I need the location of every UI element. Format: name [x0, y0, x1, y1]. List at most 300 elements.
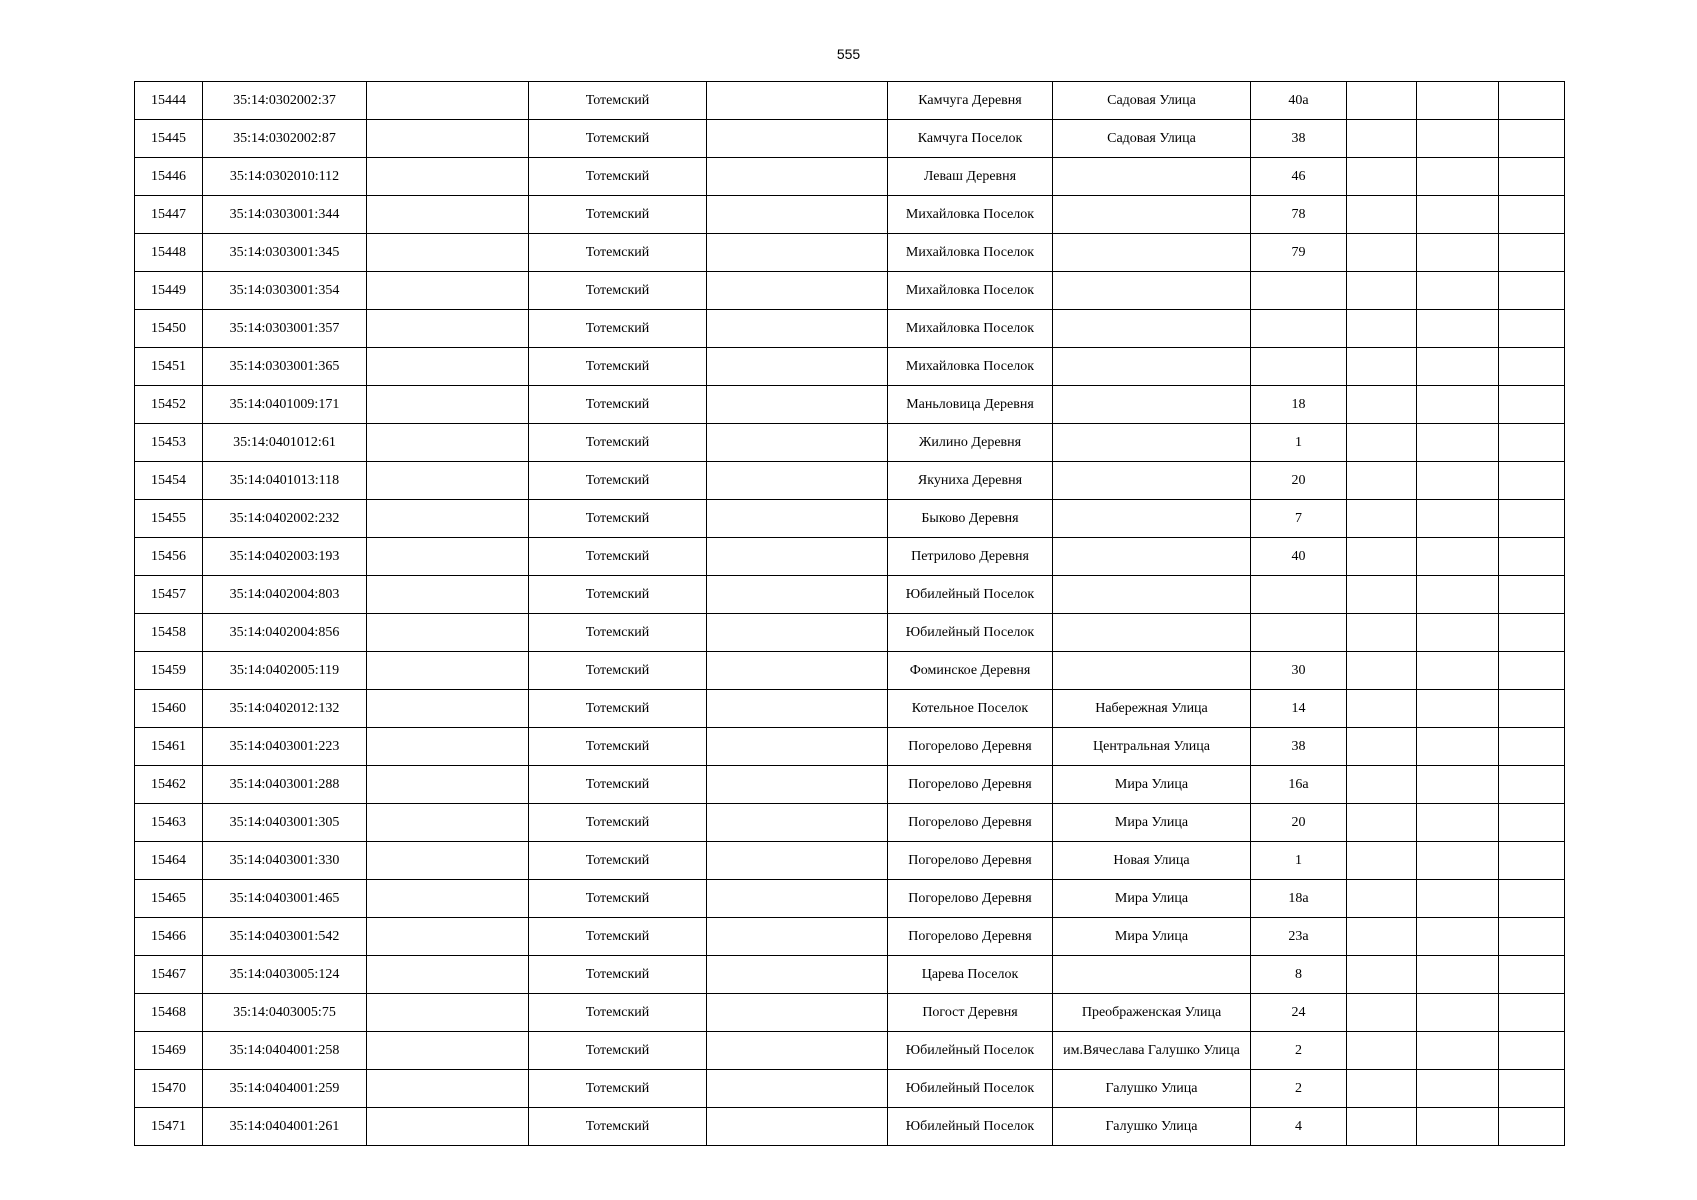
record-number-cell: 15462: [135, 766, 203, 804]
record-number-cell: 15469: [135, 1032, 203, 1070]
district-cell: Тотемский: [529, 462, 707, 500]
blank-cell-c: [1347, 424, 1417, 462]
blank-cell-c: [1347, 766, 1417, 804]
settlement-cell: Михайловка Поселок: [888, 234, 1053, 272]
settlement-cell: Юбилейный Поселок: [888, 1070, 1053, 1108]
blank-cell-d: [1417, 196, 1499, 234]
blank-cell-b: [707, 766, 888, 804]
street-cell: [1053, 614, 1251, 652]
house-number-cell: 4: [1251, 1108, 1347, 1146]
table-row: [135, 956, 1565, 994]
blank-cell-a: [367, 690, 529, 728]
cadastral-number-cell: 35:14:0403001:542: [203, 918, 367, 956]
record-number-cell: 15444: [135, 82, 203, 120]
blank-cell-e: [1499, 652, 1565, 690]
cadastral-number-cell: 35:14:0302010:112: [203, 158, 367, 196]
blank-cell-a: [367, 500, 529, 538]
record-number-cell: 15456: [135, 538, 203, 576]
blank-cell-c: [1347, 804, 1417, 842]
record-number-cell: 15449: [135, 272, 203, 310]
settlement-cell: Погорелово Деревня: [888, 918, 1053, 956]
district-cell: Тотемский: [529, 500, 707, 538]
table-row: [135, 918, 1565, 956]
cadastral-number-cell: 35:14:0402012:132: [203, 690, 367, 728]
settlement-cell: Камчуга Деревня: [888, 82, 1053, 120]
district-cell: Тотемский: [529, 956, 707, 994]
settlement-cell: Погорелово Деревня: [888, 880, 1053, 918]
blank-cell-b: [707, 500, 888, 538]
blank-cell-c: [1347, 1032, 1417, 1070]
blank-cell-e: [1499, 842, 1565, 880]
street-cell: [1053, 272, 1251, 310]
district-cell: Тотемский: [529, 690, 707, 728]
blank-cell-d: [1417, 424, 1499, 462]
table-row: [135, 234, 1565, 272]
table-row: [135, 538, 1565, 576]
district-cell: Тотемский: [529, 196, 707, 234]
district-cell: Тотемский: [529, 348, 707, 386]
blank-cell-c: [1347, 652, 1417, 690]
table-row: [135, 690, 1565, 728]
table-row: [135, 1108, 1565, 1146]
house-number-cell: 1: [1251, 842, 1347, 880]
district-cell: Тотемский: [529, 880, 707, 918]
blank-cell-e: [1499, 196, 1565, 234]
blank-cell-a: [367, 956, 529, 994]
record-number-cell: 15452: [135, 386, 203, 424]
blank-cell-e: [1499, 500, 1565, 538]
settlement-cell: Быково Деревня: [888, 500, 1053, 538]
blank-cell-b: [707, 1070, 888, 1108]
blank-cell-b: [707, 576, 888, 614]
house-number-cell: 30: [1251, 652, 1347, 690]
cadastral-number-cell: 35:14:0402004:803: [203, 576, 367, 614]
blank-cell-a: [367, 804, 529, 842]
blank-cell-c: [1347, 234, 1417, 272]
district-cell: Тотемский: [529, 576, 707, 614]
blank-cell-d: [1417, 1108, 1499, 1146]
blank-cell-c: [1347, 576, 1417, 614]
blank-cell-c: [1347, 956, 1417, 994]
blank-cell-d: [1417, 842, 1499, 880]
record-number-cell: 15457: [135, 576, 203, 614]
street-cell: [1053, 234, 1251, 272]
settlement-cell: Погорелово Деревня: [888, 804, 1053, 842]
house-number-cell: [1251, 272, 1347, 310]
table-row: [135, 82, 1565, 120]
blank-cell-d: [1417, 804, 1499, 842]
record-number-cell: 15466: [135, 918, 203, 956]
district-cell: Тотемский: [529, 424, 707, 462]
settlement-cell: Жилино Деревня: [888, 424, 1053, 462]
blank-cell-d: [1417, 82, 1499, 120]
settlement-cell: Погорелово Деревня: [888, 728, 1053, 766]
cadastral-number-cell: 35:14:0402002:232: [203, 500, 367, 538]
blank-cell-e: [1499, 424, 1565, 462]
district-cell: Тотемский: [529, 386, 707, 424]
house-number-cell: 14: [1251, 690, 1347, 728]
table-row: [135, 576, 1565, 614]
blank-cell-b: [707, 1032, 888, 1070]
blank-cell-d: [1417, 614, 1499, 652]
settlement-cell: Погорелово Деревня: [888, 766, 1053, 804]
house-number-cell: 78: [1251, 196, 1347, 234]
blank-cell-e: [1499, 348, 1565, 386]
house-number-cell: 7: [1251, 500, 1347, 538]
district-cell: Тотемский: [529, 120, 707, 158]
street-cell: [1053, 500, 1251, 538]
table-row: [135, 272, 1565, 310]
table-row: [135, 500, 1565, 538]
blank-cell-d: [1417, 158, 1499, 196]
blank-cell-d: [1417, 500, 1499, 538]
record-number-cell: 15465: [135, 880, 203, 918]
settlement-cell: Михайловка Поселок: [888, 348, 1053, 386]
blank-cell-e: [1499, 386, 1565, 424]
blank-cell-a: [367, 918, 529, 956]
blank-cell-d: [1417, 956, 1499, 994]
settlement-cell: Маньловица Деревня: [888, 386, 1053, 424]
blank-cell-c: [1347, 500, 1417, 538]
blank-cell-b: [707, 994, 888, 1032]
blank-cell-a: [367, 994, 529, 1032]
street-cell: [1053, 348, 1251, 386]
record-number-cell: 15450: [135, 310, 203, 348]
settlement-cell: Леваш Деревня: [888, 158, 1053, 196]
blank-cell-a: [367, 120, 529, 158]
blank-cell-d: [1417, 880, 1499, 918]
blank-cell-b: [707, 82, 888, 120]
record-number-cell: 15464: [135, 842, 203, 880]
blank-cell-b: [707, 880, 888, 918]
blank-cell-a: [367, 424, 529, 462]
blank-cell-c: [1347, 82, 1417, 120]
blank-cell-b: [707, 538, 888, 576]
table-row: [135, 842, 1565, 880]
street-cell: им.Вячеслава Галушко Улица: [1053, 1032, 1251, 1070]
table-row: [135, 386, 1565, 424]
cadastral-number-cell: 35:14:0404001:261: [203, 1108, 367, 1146]
house-number-cell: 40а: [1251, 82, 1347, 120]
street-cell: [1053, 538, 1251, 576]
house-number-cell: 2: [1251, 1032, 1347, 1070]
cadastral-number-cell: 35:14:0303001:365: [203, 348, 367, 386]
blank-cell-e: [1499, 462, 1565, 500]
record-number-cell: 15460: [135, 690, 203, 728]
street-cell: [1053, 196, 1251, 234]
house-number-cell: 24: [1251, 994, 1347, 1032]
house-number-cell: [1251, 576, 1347, 614]
street-cell: [1053, 956, 1251, 994]
cadastral-number-cell: 35:14:0403001:305: [203, 804, 367, 842]
district-cell: Тотемский: [529, 1108, 707, 1146]
street-cell: [1053, 652, 1251, 690]
blank-cell-b: [707, 234, 888, 272]
cadastral-number-cell: 35:14:0303001:354: [203, 272, 367, 310]
blank-cell-d: [1417, 918, 1499, 956]
settlement-cell: Котельное Поселок: [888, 690, 1053, 728]
settlement-cell: Юбилейный Поселок: [888, 1032, 1053, 1070]
blank-cell-b: [707, 728, 888, 766]
blank-cell-e: [1499, 956, 1565, 994]
blank-cell-a: [367, 842, 529, 880]
blank-cell-e: [1499, 728, 1565, 766]
settlement-cell: Юбилейный Поселок: [888, 576, 1053, 614]
registry-table: [134, 81, 1565, 1146]
house-number-cell: [1251, 348, 1347, 386]
blank-cell-a: [367, 614, 529, 652]
blank-cell-e: [1499, 576, 1565, 614]
district-cell: Тотемский: [529, 804, 707, 842]
blank-cell-b: [707, 386, 888, 424]
blank-cell-b: [707, 690, 888, 728]
blank-cell-b: [707, 956, 888, 994]
settlement-cell: Петрилово Деревня: [888, 538, 1053, 576]
house-number-cell: 38: [1251, 120, 1347, 158]
blank-cell-d: [1417, 348, 1499, 386]
blank-cell-c: [1347, 158, 1417, 196]
record-number-cell: 15470: [135, 1070, 203, 1108]
settlement-cell: Михайловка Поселок: [888, 310, 1053, 348]
house-number-cell: 23а: [1251, 918, 1347, 956]
cadastral-number-cell: 35:14:0303001:345: [203, 234, 367, 272]
blank-cell-c: [1347, 196, 1417, 234]
blank-cell-b: [707, 804, 888, 842]
cadastral-number-cell: 35:14:0403005:75: [203, 994, 367, 1032]
blank-cell-c: [1347, 842, 1417, 880]
district-cell: Тотемский: [529, 918, 707, 956]
house-number-cell: 20: [1251, 462, 1347, 500]
cadastral-number-cell: 35:14:0403005:124: [203, 956, 367, 994]
record-number-cell: 15446: [135, 158, 203, 196]
district-cell: Тотемский: [529, 728, 707, 766]
settlement-cell: Фоминское Деревня: [888, 652, 1053, 690]
district-cell: Тотемский: [529, 652, 707, 690]
blank-cell-a: [367, 272, 529, 310]
district-cell: Тотемский: [529, 842, 707, 880]
blank-cell-d: [1417, 1032, 1499, 1070]
house-number-cell: 2: [1251, 1070, 1347, 1108]
blank-cell-a: [367, 538, 529, 576]
blank-cell-a: [367, 1070, 529, 1108]
house-number-cell: [1251, 614, 1347, 652]
settlement-cell: Юбилейный Поселок: [888, 1108, 1053, 1146]
blank-cell-c: [1347, 614, 1417, 652]
house-number-cell: 18а: [1251, 880, 1347, 918]
district-cell: Тотемский: [529, 1032, 707, 1070]
blank-cell-a: [367, 728, 529, 766]
district-cell: Тотемский: [529, 272, 707, 310]
blank-cell-d: [1417, 1070, 1499, 1108]
blank-cell-c: [1347, 728, 1417, 766]
cadastral-number-cell: 35:14:0401013:118: [203, 462, 367, 500]
settlement-cell: Царева Поселок: [888, 956, 1053, 994]
house-number-cell: 20: [1251, 804, 1347, 842]
blank-cell-d: [1417, 994, 1499, 1032]
street-cell: [1053, 576, 1251, 614]
blank-cell-e: [1499, 994, 1565, 1032]
district-cell: Тотемский: [529, 614, 707, 652]
blank-cell-b: [707, 348, 888, 386]
street-cell: Галушко Улица: [1053, 1070, 1251, 1108]
district-cell: Тотемский: [529, 234, 707, 272]
blank-cell-d: [1417, 386, 1499, 424]
page-number: 555: [836, 46, 861, 62]
blank-cell-b: [707, 1108, 888, 1146]
blank-cell-a: [367, 1108, 529, 1146]
table-row: [135, 1070, 1565, 1108]
blank-cell-a: [367, 234, 529, 272]
blank-cell-b: [707, 310, 888, 348]
house-number-cell: 16а: [1251, 766, 1347, 804]
table-row: [135, 766, 1565, 804]
district-cell: Тотемский: [529, 158, 707, 196]
street-cell: Мира Улица: [1053, 918, 1251, 956]
blank-cell-e: [1499, 310, 1565, 348]
blank-cell-e: [1499, 272, 1565, 310]
blank-cell-c: [1347, 538, 1417, 576]
blank-cell-e: [1499, 614, 1565, 652]
house-number-cell: 8: [1251, 956, 1347, 994]
blank-cell-c: [1347, 690, 1417, 728]
house-number-cell: 38: [1251, 728, 1347, 766]
blank-cell-a: [367, 196, 529, 234]
blank-cell-d: [1417, 576, 1499, 614]
blank-cell-d: [1417, 120, 1499, 158]
blank-cell-a: [367, 652, 529, 690]
district-cell: Тотемский: [529, 310, 707, 348]
street-cell: Галушко Улица: [1053, 1108, 1251, 1146]
street-cell: Мира Улица: [1053, 880, 1251, 918]
blank-cell-d: [1417, 272, 1499, 310]
blank-cell-e: [1499, 120, 1565, 158]
table-row: [135, 1032, 1565, 1070]
blank-cell-d: [1417, 652, 1499, 690]
street-cell: Преображенская Улица: [1053, 994, 1251, 1032]
blank-cell-e: [1499, 538, 1565, 576]
blank-cell-e: [1499, 234, 1565, 272]
blank-cell-b: [707, 462, 888, 500]
district-cell: Тотемский: [529, 82, 707, 120]
blank-cell-e: [1499, 918, 1565, 956]
district-cell: Тотемский: [529, 766, 707, 804]
blank-cell-c: [1347, 462, 1417, 500]
blank-cell-d: [1417, 690, 1499, 728]
record-number-cell: 15463: [135, 804, 203, 842]
house-number-cell: 18: [1251, 386, 1347, 424]
table-row: [135, 120, 1565, 158]
blank-cell-d: [1417, 310, 1499, 348]
cadastral-number-cell: 35:14:0403001:330: [203, 842, 367, 880]
record-number-cell: 15451: [135, 348, 203, 386]
settlement-cell: Погост Деревня: [888, 994, 1053, 1032]
record-number-cell: 15453: [135, 424, 203, 462]
street-cell: Центральная Улица: [1053, 728, 1251, 766]
cadastral-number-cell: 35:14:0303001:357: [203, 310, 367, 348]
table-row: [135, 614, 1565, 652]
blank-cell-e: [1499, 1032, 1565, 1070]
street-cell: Новая Улица: [1053, 842, 1251, 880]
street-cell: Мира Улица: [1053, 766, 1251, 804]
cadastral-number-cell: 35:14:0401009:171: [203, 386, 367, 424]
blank-cell-d: [1417, 766, 1499, 804]
house-number-cell: [1251, 310, 1347, 348]
house-number-cell: 1: [1251, 424, 1347, 462]
cadastral-number-cell: 35:14:0403001:223: [203, 728, 367, 766]
blank-cell-c: [1347, 348, 1417, 386]
cadastral-number-cell: 35:14:0402004:856: [203, 614, 367, 652]
settlement-cell: Погорелово Деревня: [888, 842, 1053, 880]
blank-cell-a: [367, 576, 529, 614]
record-number-cell: 15471: [135, 1108, 203, 1146]
blank-cell-c: [1347, 1108, 1417, 1146]
street-cell: [1053, 386, 1251, 424]
house-number-cell: 79: [1251, 234, 1347, 272]
blank-cell-e: [1499, 1070, 1565, 1108]
cadastral-number-cell: 35:14:0402005:119: [203, 652, 367, 690]
record-number-cell: 15467: [135, 956, 203, 994]
street-cell: [1053, 310, 1251, 348]
blank-cell-d: [1417, 234, 1499, 272]
blank-cell-b: [707, 272, 888, 310]
blank-cell-b: [707, 652, 888, 690]
blank-cell-b: [707, 158, 888, 196]
blank-cell-e: [1499, 804, 1565, 842]
blank-cell-e: [1499, 1108, 1565, 1146]
record-number-cell: 15468: [135, 994, 203, 1032]
blank-cell-c: [1347, 1070, 1417, 1108]
cadastral-number-cell: 35:14:0404001:258: [203, 1032, 367, 1070]
table-row: [135, 462, 1565, 500]
street-cell: [1053, 424, 1251, 462]
street-cell: Набережная Улица: [1053, 690, 1251, 728]
blank-cell-e: [1499, 690, 1565, 728]
blank-cell-a: [367, 462, 529, 500]
settlement-cell: Михайловка Поселок: [888, 196, 1053, 234]
blank-cell-c: [1347, 880, 1417, 918]
table-row: [135, 158, 1565, 196]
record-number-cell: 15445: [135, 120, 203, 158]
blank-cell-b: [707, 842, 888, 880]
record-number-cell: 15448: [135, 234, 203, 272]
record-number-cell: 15459: [135, 652, 203, 690]
table-row: [135, 880, 1565, 918]
street-cell: [1053, 158, 1251, 196]
blank-cell-b: [707, 120, 888, 158]
table-row: [135, 728, 1565, 766]
blank-cell-c: [1347, 918, 1417, 956]
blank-cell-d: [1417, 538, 1499, 576]
settlement-cell: Михайловка Поселок: [888, 272, 1053, 310]
blank-cell-c: [1347, 120, 1417, 158]
blank-cell-c: [1347, 386, 1417, 424]
blank-cell-a: [367, 1032, 529, 1070]
settlement-cell: Юбилейный Поселок: [888, 614, 1053, 652]
house-number-cell: 46: [1251, 158, 1347, 196]
street-cell: Мира Улица: [1053, 804, 1251, 842]
table-row: [135, 652, 1565, 690]
cadastral-number-cell: 35:14:0403001:465: [203, 880, 367, 918]
record-number-cell: 15454: [135, 462, 203, 500]
record-number-cell: 15461: [135, 728, 203, 766]
cadastral-number-cell: 35:14:0403001:288: [203, 766, 367, 804]
street-cell: Садовая Улица: [1053, 120, 1251, 158]
cadastral-number-cell: 35:14:0404001:259: [203, 1070, 367, 1108]
blank-cell-d: [1417, 728, 1499, 766]
cadastral-number-cell: 35:14:0401012:61: [203, 424, 367, 462]
blank-cell-a: [367, 766, 529, 804]
district-cell: Тотемский: [529, 538, 707, 576]
